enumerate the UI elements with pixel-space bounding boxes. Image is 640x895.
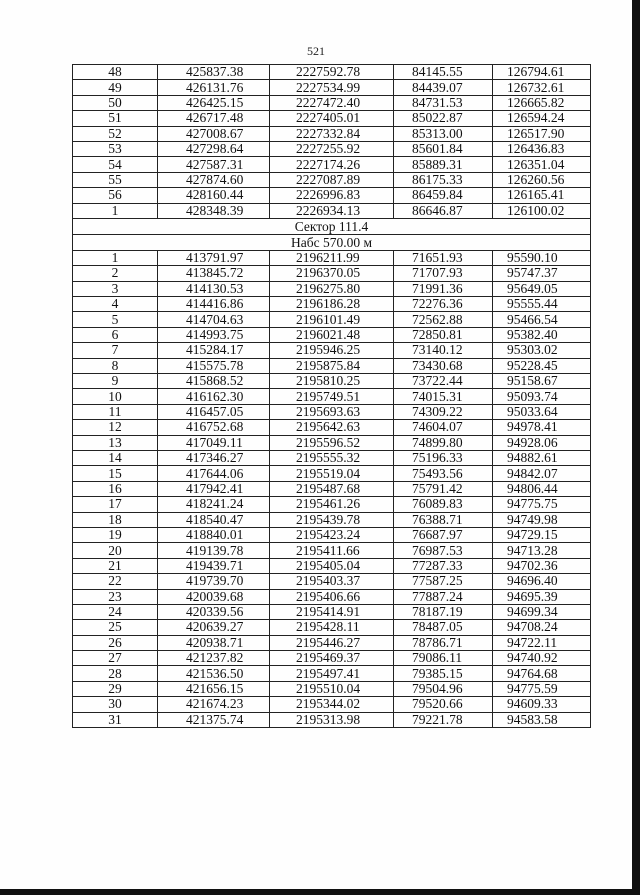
y-coordinate-cell: 2227534.99 [270, 80, 394, 95]
x-coordinate-cell: 427587.31 [158, 157, 270, 172]
local-y-cell: 94775.59 [493, 681, 591, 696]
point-number-cell: 50 [73, 95, 158, 110]
point-number-cell: 7 [73, 343, 158, 358]
y-coordinate-cell: 2226996.83 [270, 188, 394, 203]
point-number-cell: 1 [73, 203, 158, 218]
x-coordinate-cell: 421536.50 [158, 666, 270, 681]
local-x-cell: 85889.31 [394, 157, 493, 172]
local-y-cell: 94842.07 [493, 466, 591, 481]
table-row [73, 651, 591, 666]
local-y-cell: 126794.61 [493, 65, 591, 80]
point-number-cell: 6 [73, 327, 158, 342]
local-y-cell: 94740.92 [493, 651, 591, 666]
y-coordinate-cell: 2195313.98 [270, 712, 394, 727]
table-row [73, 466, 591, 481]
table-body-before [73, 65, 591, 219]
y-coordinate-cell: 2195414.91 [270, 604, 394, 619]
table-row [73, 604, 591, 619]
y-coordinate-cell: 2195946.25 [270, 343, 394, 358]
x-coordinate-cell: 421375.74 [158, 712, 270, 727]
point-number-cell: 14 [73, 450, 158, 465]
local-y-cell: 95158.67 [493, 374, 591, 389]
table-row [73, 512, 591, 527]
table-row [73, 558, 591, 573]
local-x-cell: 78487.05 [394, 620, 493, 635]
section-header [73, 218, 591, 250]
local-x-cell: 77887.24 [394, 589, 493, 604]
local-x-cell: 75493.56 [394, 466, 493, 481]
y-coordinate-cell: 2195497.41 [270, 666, 394, 681]
point-number-cell: 11 [73, 404, 158, 419]
y-coordinate-cell: 2227405.01 [270, 111, 394, 126]
y-coordinate-cell: 2227332.84 [270, 126, 394, 141]
local-y-cell: 94713.28 [493, 543, 591, 558]
x-coordinate-cell: 428160.44 [158, 188, 270, 203]
point-number-cell: 54 [73, 157, 158, 172]
x-coordinate-cell: 415575.78 [158, 358, 270, 373]
y-coordinate-cell: 2195510.04 [270, 681, 394, 696]
table-row [73, 266, 591, 281]
local-y-cell: 94696.40 [493, 574, 591, 589]
local-x-cell: 73140.12 [394, 343, 493, 358]
table-row [73, 172, 591, 187]
table-row [73, 374, 591, 389]
y-coordinate-cell: 2195642.63 [270, 420, 394, 435]
local-x-cell: 79221.78 [394, 712, 493, 727]
local-y-cell: 95590.10 [493, 250, 591, 265]
local-x-cell: 79504.96 [394, 681, 493, 696]
point-number-cell: 49 [73, 80, 158, 95]
local-x-cell: 79385.15 [394, 666, 493, 681]
section-title-row [73, 218, 591, 234]
local-x-cell: 72850.81 [394, 327, 493, 342]
table-body-after [73, 250, 591, 727]
x-coordinate-cell: 420039.68 [158, 589, 270, 604]
local-y-cell: 95466.54 [493, 312, 591, 327]
table-row [73, 497, 591, 512]
local-x-cell: 75196.33 [394, 450, 493, 465]
local-y-cell: 94695.39 [493, 589, 591, 604]
y-coordinate-cell: 2227087.89 [270, 172, 394, 187]
point-number-cell: 18 [73, 512, 158, 527]
y-coordinate-cell: 2195344.02 [270, 697, 394, 712]
table-row [73, 188, 591, 203]
local-y-cell: 94775.75 [493, 497, 591, 512]
point-number-cell: 17 [73, 497, 158, 512]
local-x-cell: 79520.66 [394, 697, 493, 712]
y-coordinate-cell: 2195439.78 [270, 512, 394, 527]
y-coordinate-cell: 2195875.84 [270, 358, 394, 373]
local-y-cell: 126517.90 [493, 126, 591, 141]
y-coordinate-cell: 2195403.37 [270, 574, 394, 589]
y-coordinate-cell: 2195461.26 [270, 497, 394, 512]
table-row [73, 527, 591, 542]
local-x-cell: 74309.22 [394, 404, 493, 419]
table-row [73, 574, 591, 589]
table-row [73, 312, 591, 327]
local-x-cell: 72276.36 [394, 297, 493, 312]
table-row [73, 681, 591, 696]
local-x-cell: 85601.84 [394, 141, 493, 156]
local-y-cell: 94722.11 [493, 635, 591, 650]
local-x-cell: 84439.07 [394, 80, 493, 95]
point-number-cell: 3 [73, 281, 158, 296]
y-coordinate-cell: 2196275.80 [270, 281, 394, 296]
local-x-cell: 73722.44 [394, 374, 493, 389]
local-x-cell: 75791.42 [394, 481, 493, 496]
x-coordinate-cell: 419139.78 [158, 543, 270, 558]
local-y-cell: 126351.04 [493, 157, 591, 172]
point-number-cell: 24 [73, 604, 158, 619]
y-coordinate-cell: 2227255.92 [270, 141, 394, 156]
y-coordinate-cell: 2195749.51 [270, 389, 394, 404]
y-coordinate-cell: 2195411.66 [270, 543, 394, 558]
point-number-cell: 53 [73, 141, 158, 156]
local-y-cell: 95303.02 [493, 343, 591, 358]
point-number-cell: 4 [73, 297, 158, 312]
table-row [73, 157, 591, 172]
y-coordinate-cell: 2227592.78 [270, 65, 394, 80]
y-coordinate-cell: 2227472.40 [270, 95, 394, 110]
section-subtitle: Набс 570.00 м [73, 234, 591, 250]
x-coordinate-cell: 427008.67 [158, 126, 270, 141]
local-y-cell: 95228.45 [493, 358, 591, 373]
x-coordinate-cell: 419439.71 [158, 558, 270, 573]
table-row [73, 141, 591, 156]
local-x-cell: 77587.25 [394, 574, 493, 589]
y-coordinate-cell: 2195519.04 [270, 466, 394, 481]
local-x-cell: 84145.55 [394, 65, 493, 80]
local-y-cell: 94882.61 [493, 450, 591, 465]
point-number-cell: 16 [73, 481, 158, 496]
point-number-cell: 31 [73, 712, 158, 727]
x-coordinate-cell: 418540.47 [158, 512, 270, 527]
local-y-cell: 94928.06 [493, 435, 591, 450]
x-coordinate-cell: 418241.24 [158, 497, 270, 512]
local-y-cell: 95093.74 [493, 389, 591, 404]
local-x-cell: 79086.11 [394, 651, 493, 666]
point-number-cell: 19 [73, 527, 158, 542]
point-number-cell: 9 [73, 374, 158, 389]
local-x-cell: 74604.07 [394, 420, 493, 435]
point-number-cell: 15 [73, 466, 158, 481]
y-coordinate-cell: 2226934.13 [270, 203, 394, 218]
point-number-cell: 56 [73, 188, 158, 203]
y-coordinate-cell: 2196370.05 [270, 266, 394, 281]
local-y-cell: 94749.98 [493, 512, 591, 527]
local-x-cell: 85313.00 [394, 126, 493, 141]
local-y-cell: 126100.02 [493, 203, 591, 218]
section-subtitle-row [73, 234, 591, 250]
local-y-cell: 95033.64 [493, 404, 591, 419]
point-number-cell: 25 [73, 620, 158, 635]
table-row [73, 420, 591, 435]
local-y-cell: 94708.24 [493, 620, 591, 635]
y-coordinate-cell: 2195555.32 [270, 450, 394, 465]
local-y-cell: 95747.37 [493, 266, 591, 281]
table-row [73, 389, 591, 404]
table-row [73, 697, 591, 712]
point-number-cell: 2 [73, 266, 158, 281]
x-coordinate-cell: 421656.15 [158, 681, 270, 696]
table-row [73, 343, 591, 358]
x-coordinate-cell: 417346.27 [158, 450, 270, 465]
local-x-cell: 74015.31 [394, 389, 493, 404]
x-coordinate-cell: 419739.70 [158, 574, 270, 589]
point-number-cell: 10 [73, 389, 158, 404]
x-coordinate-cell: 421237.82 [158, 651, 270, 666]
table-row [73, 358, 591, 373]
y-coordinate-cell: 2227174.26 [270, 157, 394, 172]
x-coordinate-cell: 416162.30 [158, 389, 270, 404]
x-coordinate-cell: 413845.72 [158, 266, 270, 281]
table-row [73, 281, 591, 296]
local-y-cell: 94699.34 [493, 604, 591, 619]
local-y-cell: 94764.68 [493, 666, 591, 681]
local-x-cell: 85022.87 [394, 111, 493, 126]
local-x-cell: 74899.80 [394, 435, 493, 450]
x-coordinate-cell: 415868.52 [158, 374, 270, 389]
point-number-cell: 20 [73, 543, 158, 558]
local-x-cell: 86646.87 [394, 203, 493, 218]
local-x-cell: 71707.93 [394, 266, 493, 281]
local-y-cell: 94609.33 [493, 697, 591, 712]
x-coordinate-cell: 414704.63 [158, 312, 270, 327]
local-y-cell: 126732.61 [493, 80, 591, 95]
x-coordinate-cell: 418840.01 [158, 527, 270, 542]
point-number-cell: 22 [73, 574, 158, 589]
x-coordinate-cell: 417942.41 [158, 481, 270, 496]
table-row [73, 450, 591, 465]
y-coordinate-cell: 2196186.28 [270, 297, 394, 312]
y-coordinate-cell: 2195405.04 [270, 558, 394, 573]
local-x-cell: 72562.88 [394, 312, 493, 327]
local-y-cell: 126594.24 [493, 111, 591, 126]
y-coordinate-cell: 2196101.49 [270, 312, 394, 327]
table-row [73, 589, 591, 604]
table-row [73, 126, 591, 141]
x-coordinate-cell: 426425.15 [158, 95, 270, 110]
local-y-cell: 94729.15 [493, 527, 591, 542]
x-coordinate-cell: 415284.17 [158, 343, 270, 358]
point-number-cell: 21 [73, 558, 158, 573]
page-number: 521 [307, 44, 325, 58]
y-coordinate-cell: 2195406.66 [270, 589, 394, 604]
local-x-cell: 71991.36 [394, 281, 493, 296]
local-y-cell: 126165.41 [493, 188, 591, 203]
local-y-cell: 126260.56 [493, 172, 591, 187]
local-x-cell: 76687.97 [394, 527, 493, 542]
point-number-cell: 48 [73, 65, 158, 80]
local-x-cell: 84731.53 [394, 95, 493, 110]
local-y-cell: 94806.44 [493, 481, 591, 496]
table-row [73, 203, 591, 218]
table-row [73, 327, 591, 342]
point-number-cell: 26 [73, 635, 158, 650]
point-number-cell: 5 [73, 312, 158, 327]
x-coordinate-cell: 425837.38 [158, 65, 270, 80]
x-coordinate-cell: 416457.05 [158, 404, 270, 419]
x-coordinate-cell: 420339.56 [158, 604, 270, 619]
y-coordinate-cell: 2195446.27 [270, 635, 394, 650]
local-y-cell: 95555.44 [493, 297, 591, 312]
table-row [73, 111, 591, 126]
y-coordinate-cell: 2196021.48 [270, 327, 394, 342]
point-number-cell: 13 [73, 435, 158, 450]
local-x-cell: 78187.19 [394, 604, 493, 619]
table-row [73, 297, 591, 312]
local-y-cell: 94702.36 [493, 558, 591, 573]
table-row [73, 620, 591, 635]
table-row [73, 80, 591, 95]
y-coordinate-cell: 2195810.25 [270, 374, 394, 389]
local-x-cell: 86459.84 [394, 188, 493, 203]
x-coordinate-cell: 426717.48 [158, 111, 270, 126]
local-x-cell: 71651.93 [394, 250, 493, 265]
local-x-cell: 73430.68 [394, 358, 493, 373]
point-number-cell: 52 [73, 126, 158, 141]
y-coordinate-cell: 2195428.11 [270, 620, 394, 635]
local-y-cell: 94978.41 [493, 420, 591, 435]
table-row [73, 666, 591, 681]
x-coordinate-cell: 427874.60 [158, 172, 270, 187]
x-coordinate-cell: 414993.75 [158, 327, 270, 342]
x-coordinate-cell: 417049.11 [158, 435, 270, 450]
local-x-cell: 86175.33 [394, 172, 493, 187]
y-coordinate-cell: 2195469.37 [270, 651, 394, 666]
coordinates-table [72, 64, 591, 728]
x-coordinate-cell: 421674.23 [158, 697, 270, 712]
local-x-cell: 76987.53 [394, 543, 493, 558]
table-row [73, 635, 591, 650]
x-coordinate-cell: 416752.68 [158, 420, 270, 435]
local-y-cell: 94583.58 [493, 712, 591, 727]
y-coordinate-cell: 2195596.52 [270, 435, 394, 450]
local-x-cell: 77287.33 [394, 558, 493, 573]
point-number-cell: 23 [73, 589, 158, 604]
table-row [73, 65, 591, 80]
table-row [73, 250, 591, 265]
y-coordinate-cell: 2195487.68 [270, 481, 394, 496]
local-y-cell: 126436.83 [493, 141, 591, 156]
x-coordinate-cell: 414130.53 [158, 281, 270, 296]
x-coordinate-cell: 428348.39 [158, 203, 270, 218]
x-coordinate-cell: 420639.27 [158, 620, 270, 635]
local-x-cell: 78786.71 [394, 635, 493, 650]
local-y-cell: 126665.82 [493, 95, 591, 110]
y-coordinate-cell: 2196211.99 [270, 250, 394, 265]
point-number-cell: 30 [73, 697, 158, 712]
table-row [73, 95, 591, 110]
section-title: Сектор 111.4 [73, 218, 591, 234]
table-row [73, 435, 591, 450]
table-row [73, 404, 591, 419]
table-row [73, 543, 591, 558]
x-coordinate-cell: 426131.76 [158, 80, 270, 95]
table-row [73, 712, 591, 727]
local-x-cell: 76388.71 [394, 512, 493, 527]
local-y-cell: 95382.40 [493, 327, 591, 342]
y-coordinate-cell: 2195693.63 [270, 404, 394, 419]
table-row [73, 481, 591, 496]
point-number-cell: 1 [73, 250, 158, 265]
point-number-cell: 27 [73, 651, 158, 666]
point-number-cell: 29 [73, 681, 158, 696]
x-coordinate-cell: 414416.86 [158, 297, 270, 312]
y-coordinate-cell: 2195423.24 [270, 527, 394, 542]
point-number-cell: 12 [73, 420, 158, 435]
x-coordinate-cell: 417644.06 [158, 466, 270, 481]
point-number-cell: 51 [73, 111, 158, 126]
local-y-cell: 95649.05 [493, 281, 591, 296]
point-number-cell: 55 [73, 172, 158, 187]
x-coordinate-cell: 413791.97 [158, 250, 270, 265]
x-coordinate-cell: 420938.71 [158, 635, 270, 650]
point-number-cell: 28 [73, 666, 158, 681]
local-x-cell: 76089.83 [394, 497, 493, 512]
x-coordinate-cell: 427298.64 [158, 141, 270, 156]
point-number-cell: 8 [73, 358, 158, 373]
